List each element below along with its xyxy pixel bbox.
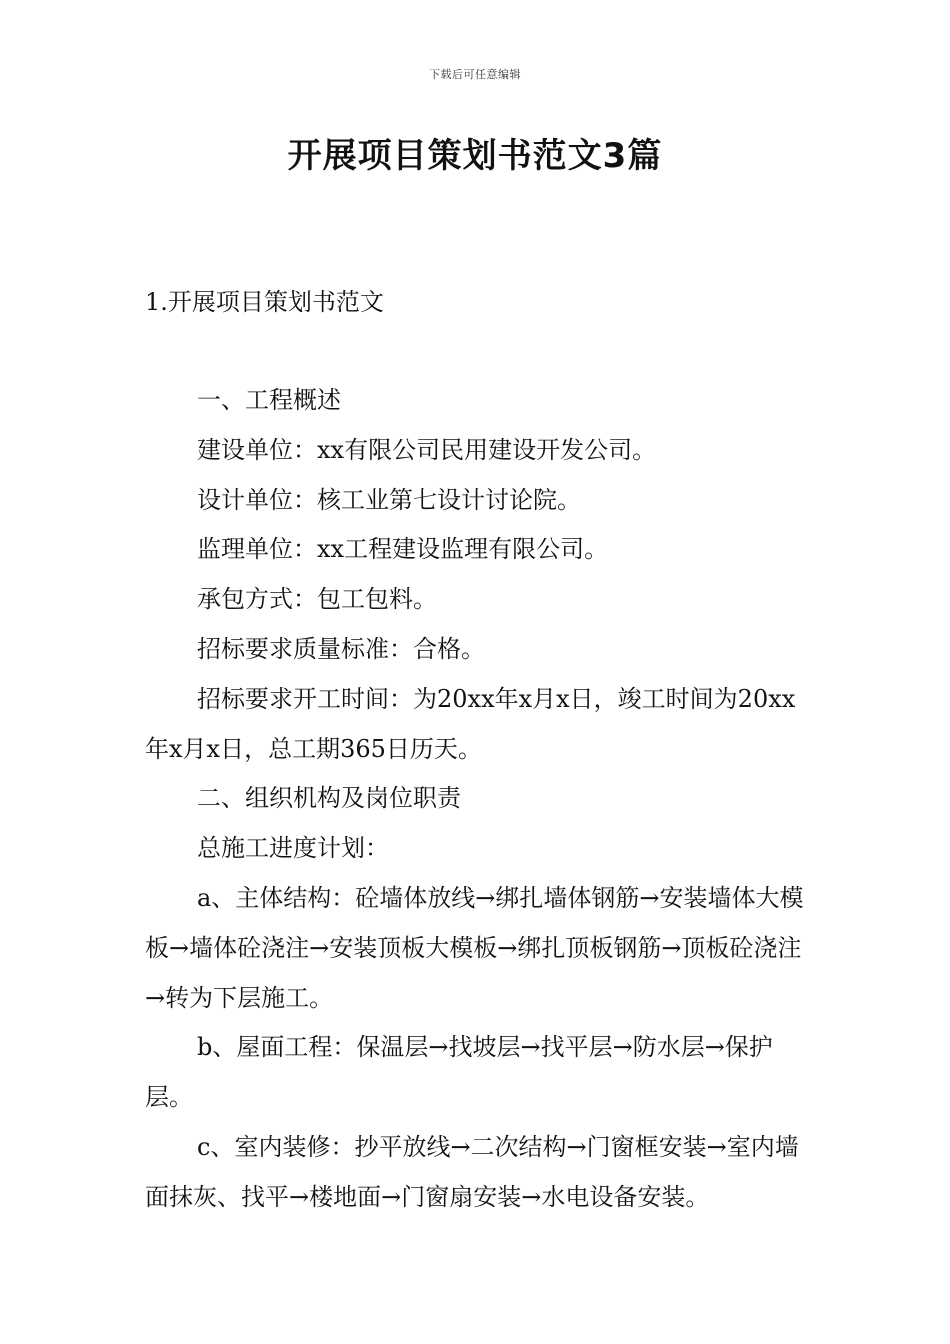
paragraph-designer: 设计单位：核工业第七设计讨论院。 xyxy=(197,485,581,514)
paragraph-organization-heading: 二、组织机构及岗位职责 xyxy=(197,784,461,813)
paragraph-overview-heading: 一、工程概述 xyxy=(197,386,341,414)
paragraph-main-structure: a、主体结构：砼墙体放线→绑扎墙体钢筋→安装墙体大模板→墙体砼浇注→安装顶板大模板→绑扎顶板钢筋→顶板砼浇注→转为下层施工。 xyxy=(145,883,804,1012)
paragraph-contract-type: 承包方式：包工包料。 xyxy=(197,585,437,614)
header-note: 下载后可任意编辑 xyxy=(429,68,521,81)
paragraph-builder: 建设单位：xx有限公司民用建设开发公司。 xyxy=(197,435,657,464)
paragraph-progress-plan: 总施工进度计划： xyxy=(197,834,389,863)
paragraph-interior-decoration: c、室内装修：抄平放线→二次结构→门窗框安装→室内墙面抹灰、找平→楼地面→门窗扇安装→水电设备安装。 xyxy=(145,1132,799,1211)
document-title: 开展项目策划书范文3篇 xyxy=(287,136,663,176)
section-heading: 1.开展项目策划书范文 xyxy=(145,288,384,316)
document-body xyxy=(145,376,805,1223)
paragraph-quality-standard: 招标要求质量标准：合格。 xyxy=(197,634,485,663)
paragraph-schedule: 招标要求开工时间：为20xx年x月x日，竣工时间为20xx年x月x日，总工期365日历天。 xyxy=(145,684,796,763)
paragraph-supervisor: 监理单位：xx工程建设监理有限公司。 xyxy=(197,535,609,564)
paragraph-roof-works: b、屋面工程：保温层→找坡层→找平层→防水层→保护层。 xyxy=(145,1033,773,1112)
